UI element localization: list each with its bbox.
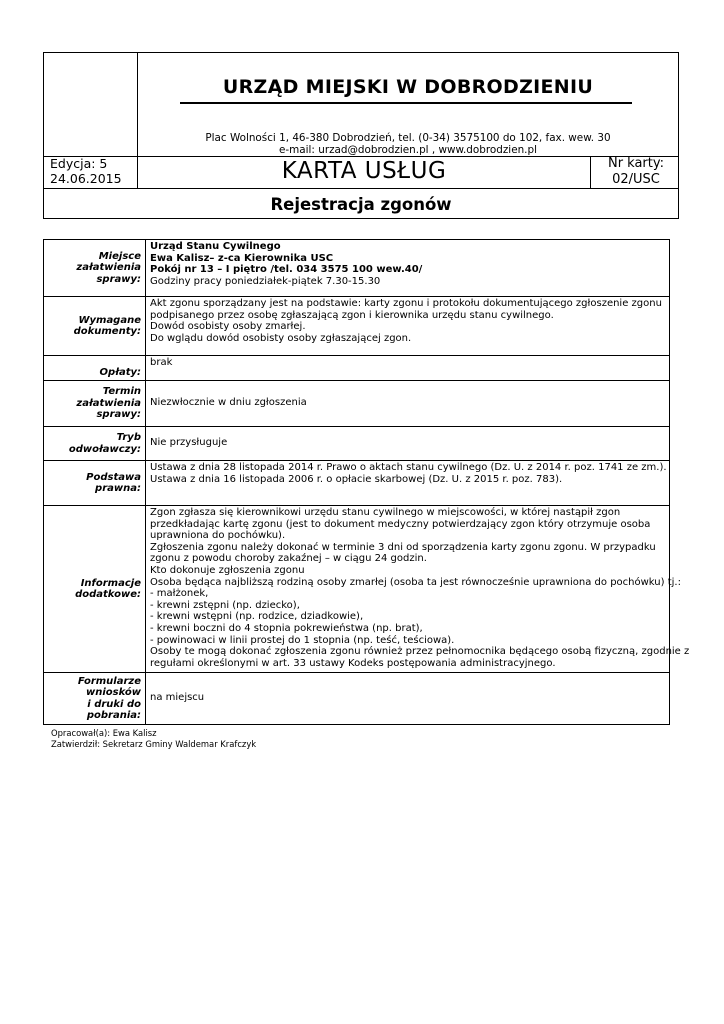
- table-row-legal: [44, 461, 670, 506]
- info-line: uprawniona do pochówku).: [150, 530, 286, 542]
- table-row-info: [44, 506, 670, 673]
- documents-line: Akt zgonu sporządzany jest na podstawie: karty zgonu i protokołu dokumentującego zgłoszenie zgonu: [150, 298, 662, 309]
- row-label-fees: Opłaty:: [44, 356, 146, 381]
- info-line: - krewni zstępni (np. dziecko),: [150, 599, 300, 611]
- info-line: - powinowaci w linii prostej do 1 stopnia (np. teść, teściowa).: [150, 634, 455, 646]
- info-line: przedkładając kartę zgonu (jest to dokument medyczny potwierdzający zgon który otrzymuje osoba: [150, 518, 651, 530]
- table-row-appeal: [44, 427, 670, 461]
- table-row-forms: [44, 673, 670, 725]
- info-line: Zgłoszenia zgonu należy dokonać w terminie 3 dni od sporządzenia karty zgonu zgonu. W przypadku: [150, 541, 656, 553]
- office-address: [138, 132, 678, 156]
- table-row-fees: [44, 356, 670, 381]
- legal-line: Ustawa z dnia 16 listopada 2006 r. o opłacie skarbowej (Dz. U. z 2015 r. poz. 783).: [150, 473, 563, 485]
- place-hours: Godziny pracy poniedziałek-piątek 7.30-15.30: [150, 275, 381, 287]
- row-value-fees: brak: [146, 356, 670, 381]
- place-person: Ewa Kalisz– z-ca Kierownika USC: [150, 252, 334, 264]
- row-value-appeal: Nie przysługuje: [146, 427, 670, 461]
- table-row-deadline: [44, 381, 670, 427]
- info-line: Kto dokonuje zgłoszenia zgonu: [150, 564, 305, 576]
- place-office: Urząd Stanu Cywilnego: [150, 241, 281, 252]
- documents-line: Do wglądu dowód osobisty osoby zgłaszającej zgon.: [150, 332, 412, 344]
- header-divider-bottom: [43, 188, 679, 189]
- info-line: Osoba będąca najbliższą rodziną osoby zmarłej (osoba ta jest równocześnie uprawniona do pochówku) tj.:: [150, 576, 681, 588]
- card-title: KARTA USŁUG: [281, 158, 447, 184]
- footer: [51, 728, 256, 749]
- title-underline: [180, 102, 632, 104]
- address-line-2: e-mail: urzad@dobrodzien.pl , www.dobrodzien.pl: [279, 144, 537, 156]
- edition-label: Edycja: 5: [50, 156, 108, 171]
- edition-info: [50, 156, 122, 186]
- row-label-legal: Podstawa prawna:: [44, 461, 146, 506]
- documents-line: podpisanego przez osobę zgłaszającą zgon i kierownika urzędu stanu cywilnego.: [150, 309, 554, 321]
- address-line-1: Plac Wolności 1, 46-380 Dobrodzień, tel. (0-34) 3575100 do 102, fax. wew. 30: [205, 132, 611, 144]
- legal-line: Ustawa z dnia 28 listopada 2014 r. Prawo o aktach stanu cywilnego (Dz. U. z 2014 r. poz. 1741 ze zm.).: [150, 462, 667, 473]
- row-value-place: [146, 240, 670, 297]
- table-row-place: [44, 240, 670, 297]
- row-label-appeal: Tryb odwoławczy:: [44, 427, 146, 461]
- info-line: Osoby te mogą dokonać zgłoszenia zgonu również przez pełnomocnika będącego osobą fizyczną, zgodnie z: [150, 646, 690, 658]
- info-line: zgonu z powodu choroby zakaźnej – w ciągu 24 godzin.: [150, 553, 427, 565]
- info-line: Zgon zgłasza się kierownikowi urzędu stanu cywilnego w miejscowości, w której nastąpił zgon: [150, 507, 621, 518]
- approved-by: Zatwierdził: Sekretarz Gminy Waldemar Krafczyk: [51, 738, 257, 749]
- row-value-documents: [146, 297, 670, 356]
- info-line: - małżonek,: [150, 588, 209, 600]
- header-divider-cardno: [590, 156, 591, 188]
- row-value-deadline: Niezwłocznie w dniu zgłoszenia: [146, 381, 670, 427]
- info-line: - krewni wstępni (np. rodzice, dziadkowie),: [150, 611, 364, 623]
- card-number-value: 02/USC: [612, 172, 660, 187]
- info-line: - krewni boczni do 4 stopnia pokrewieństwa (np. brat),: [150, 622, 423, 634]
- row-label-info: Informacje dodatkowe:: [44, 506, 146, 673]
- row-label-documents: Wymagane dokumenty:: [44, 297, 146, 356]
- row-value-legal: [146, 461, 670, 506]
- header-divider-top: [43, 156, 679, 157]
- row-label-place: Miejsce załatwienia sprawy:: [44, 240, 146, 297]
- office-name: URZĄD MIEJSKI W DOBRODZIENIU: [222, 76, 594, 98]
- row-value-info: [146, 506, 690, 673]
- row-label-forms: Formularze wniosków i druki do pobrania:: [44, 673, 146, 725]
- service-table: [43, 239, 690, 725]
- info-line: regułami określonymi w art. 33 ustawy Kodeks postępowania administracyjnego.: [150, 657, 556, 669]
- card-number: [593, 156, 679, 188]
- row-value-forms: na miejscu: [146, 673, 670, 725]
- service-title: Rejestracja zgonów: [270, 195, 452, 214]
- documents-line: Dowód osobisty osoby zmarłej.: [150, 321, 306, 333]
- table-row-documents: [44, 297, 670, 356]
- place-room: Pokój nr 13 – I piętro /tel. 034 3575 100 wew.40/: [150, 264, 423, 276]
- row-label-deadline: Termin załatwienia sprawy:: [44, 381, 146, 427]
- prepared-by: Opracował(a): Ewa Kalisz: [51, 728, 157, 738]
- card-number-label: Nr karty:: [607, 156, 665, 171]
- edition-date: 24.06.2015: [50, 171, 122, 186]
